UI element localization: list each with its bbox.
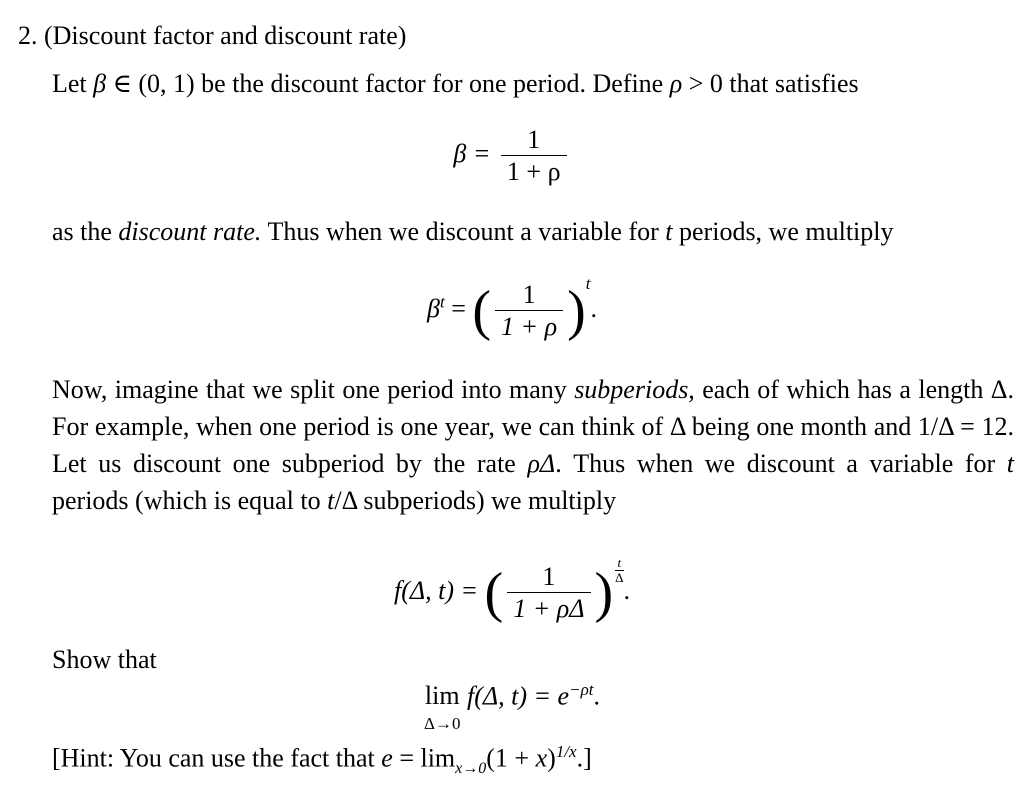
text: .]: [576, 743, 592, 773]
text: [Hint: You can use the fact that: [52, 743, 382, 773]
exponent-denominator: Δ: [615, 569, 624, 585]
show-that-label: [52, 642, 1014, 679]
right-paren: ): [567, 280, 586, 343]
math-var: t: [1006, 448, 1014, 478]
equation-beta-definition: [0, 126, 1024, 186]
text: Now, imagine that we split one period into many: [52, 375, 575, 404]
text: . Thus when we discount a variable for: [555, 448, 1007, 478]
limit-subscript: Δ→0: [424, 713, 461, 733]
math-var: t: [665, 217, 673, 246]
hint: [52, 740, 592, 781]
text: as the: [52, 217, 119, 246]
text: periods (which is equal to: [52, 485, 328, 515]
exponent-fraction: [615, 556, 623, 584]
emphasis: subperiods,: [574, 375, 695, 404]
text: Thus when we discount a variable for: [261, 217, 666, 246]
equation-f-delta: [0, 556, 1024, 623]
exponent-numerator: t: [617, 555, 622, 570]
period: .: [623, 576, 631, 605]
problem-title: (Discount factor and discount rate): [44, 21, 407, 50]
left-paren: (: [484, 562, 504, 625]
fraction-numerator: 1: [527, 125, 541, 154]
exponent: t: [585, 274, 591, 293]
limit-body: f(Δ, t) = e: [460, 681, 570, 711]
math-var: β: [93, 69, 107, 98]
exponent: −ρt: [569, 680, 594, 699]
text: ): [547, 743, 556, 773]
exponent: 1/x: [555, 742, 577, 761]
superscript: t: [439, 292, 445, 312]
math-var: x: [535, 743, 548, 773]
equation-lhs: β =: [453, 139, 491, 169]
text: = lim: [392, 743, 456, 773]
problem-heading: [18, 18, 406, 55]
fraction-numerator: 1: [522, 279, 536, 309]
fraction-denominator: 1 + ρ: [501, 155, 567, 187]
fraction-denominator: 1 + ρ: [495, 310, 563, 342]
paragraph-discount-rate: [52, 214, 1014, 251]
text: ∈ (0, 1) be the discount factor for one period. Define: [106, 69, 670, 98]
limit-text: lim: [424, 681, 460, 710]
right-paren: ): [594, 562, 614, 625]
fraction-numerator: 1: [542, 561, 556, 591]
math-var: e: [381, 743, 393, 773]
equation-beta-power: [0, 272, 1024, 341]
math-var: t: [327, 485, 335, 515]
paragraph-subperiods: [52, 372, 1014, 520]
fraction: [495, 281, 563, 341]
paragraph-definition: [52, 66, 1014, 103]
math-var: ρ: [669, 69, 683, 98]
equation-lhs: β: [427, 294, 440, 323]
fraction-denominator: 1 + ρΔ: [507, 592, 590, 624]
math-var: ρΔ: [527, 448, 556, 478]
text: each of which has a length Δ. For example, when one period is one year, we can think of Δ being one month and 1/Δ = 12. Let us discount one subperiod by the rate: [52, 375, 1014, 478]
text: Let: [52, 69, 94, 98]
text: Show that: [52, 645, 157, 674]
left-paren: (: [472, 280, 492, 343]
equation-lhs: f(Δ, t) =: [393, 576, 479, 605]
emphasis: discount rate.: [118, 217, 262, 246]
equals-sign: =: [444, 294, 466, 323]
text: periods, we multiply: [672, 217, 894, 246]
fraction: [507, 563, 590, 623]
period: .: [593, 681, 600, 711]
text: (1 +: [486, 743, 536, 773]
problem-number: 2.: [18, 21, 38, 50]
fraction: [501, 126, 567, 186]
period: .: [590, 294, 597, 323]
subscript: x→0: [455, 759, 487, 777]
limit-operator: [424, 678, 460, 732]
text: /Δ subperiods) we multiply: [334, 485, 617, 515]
text: > 0 that satisfies: [682, 69, 859, 98]
equation-limit: [0, 678, 1024, 732]
